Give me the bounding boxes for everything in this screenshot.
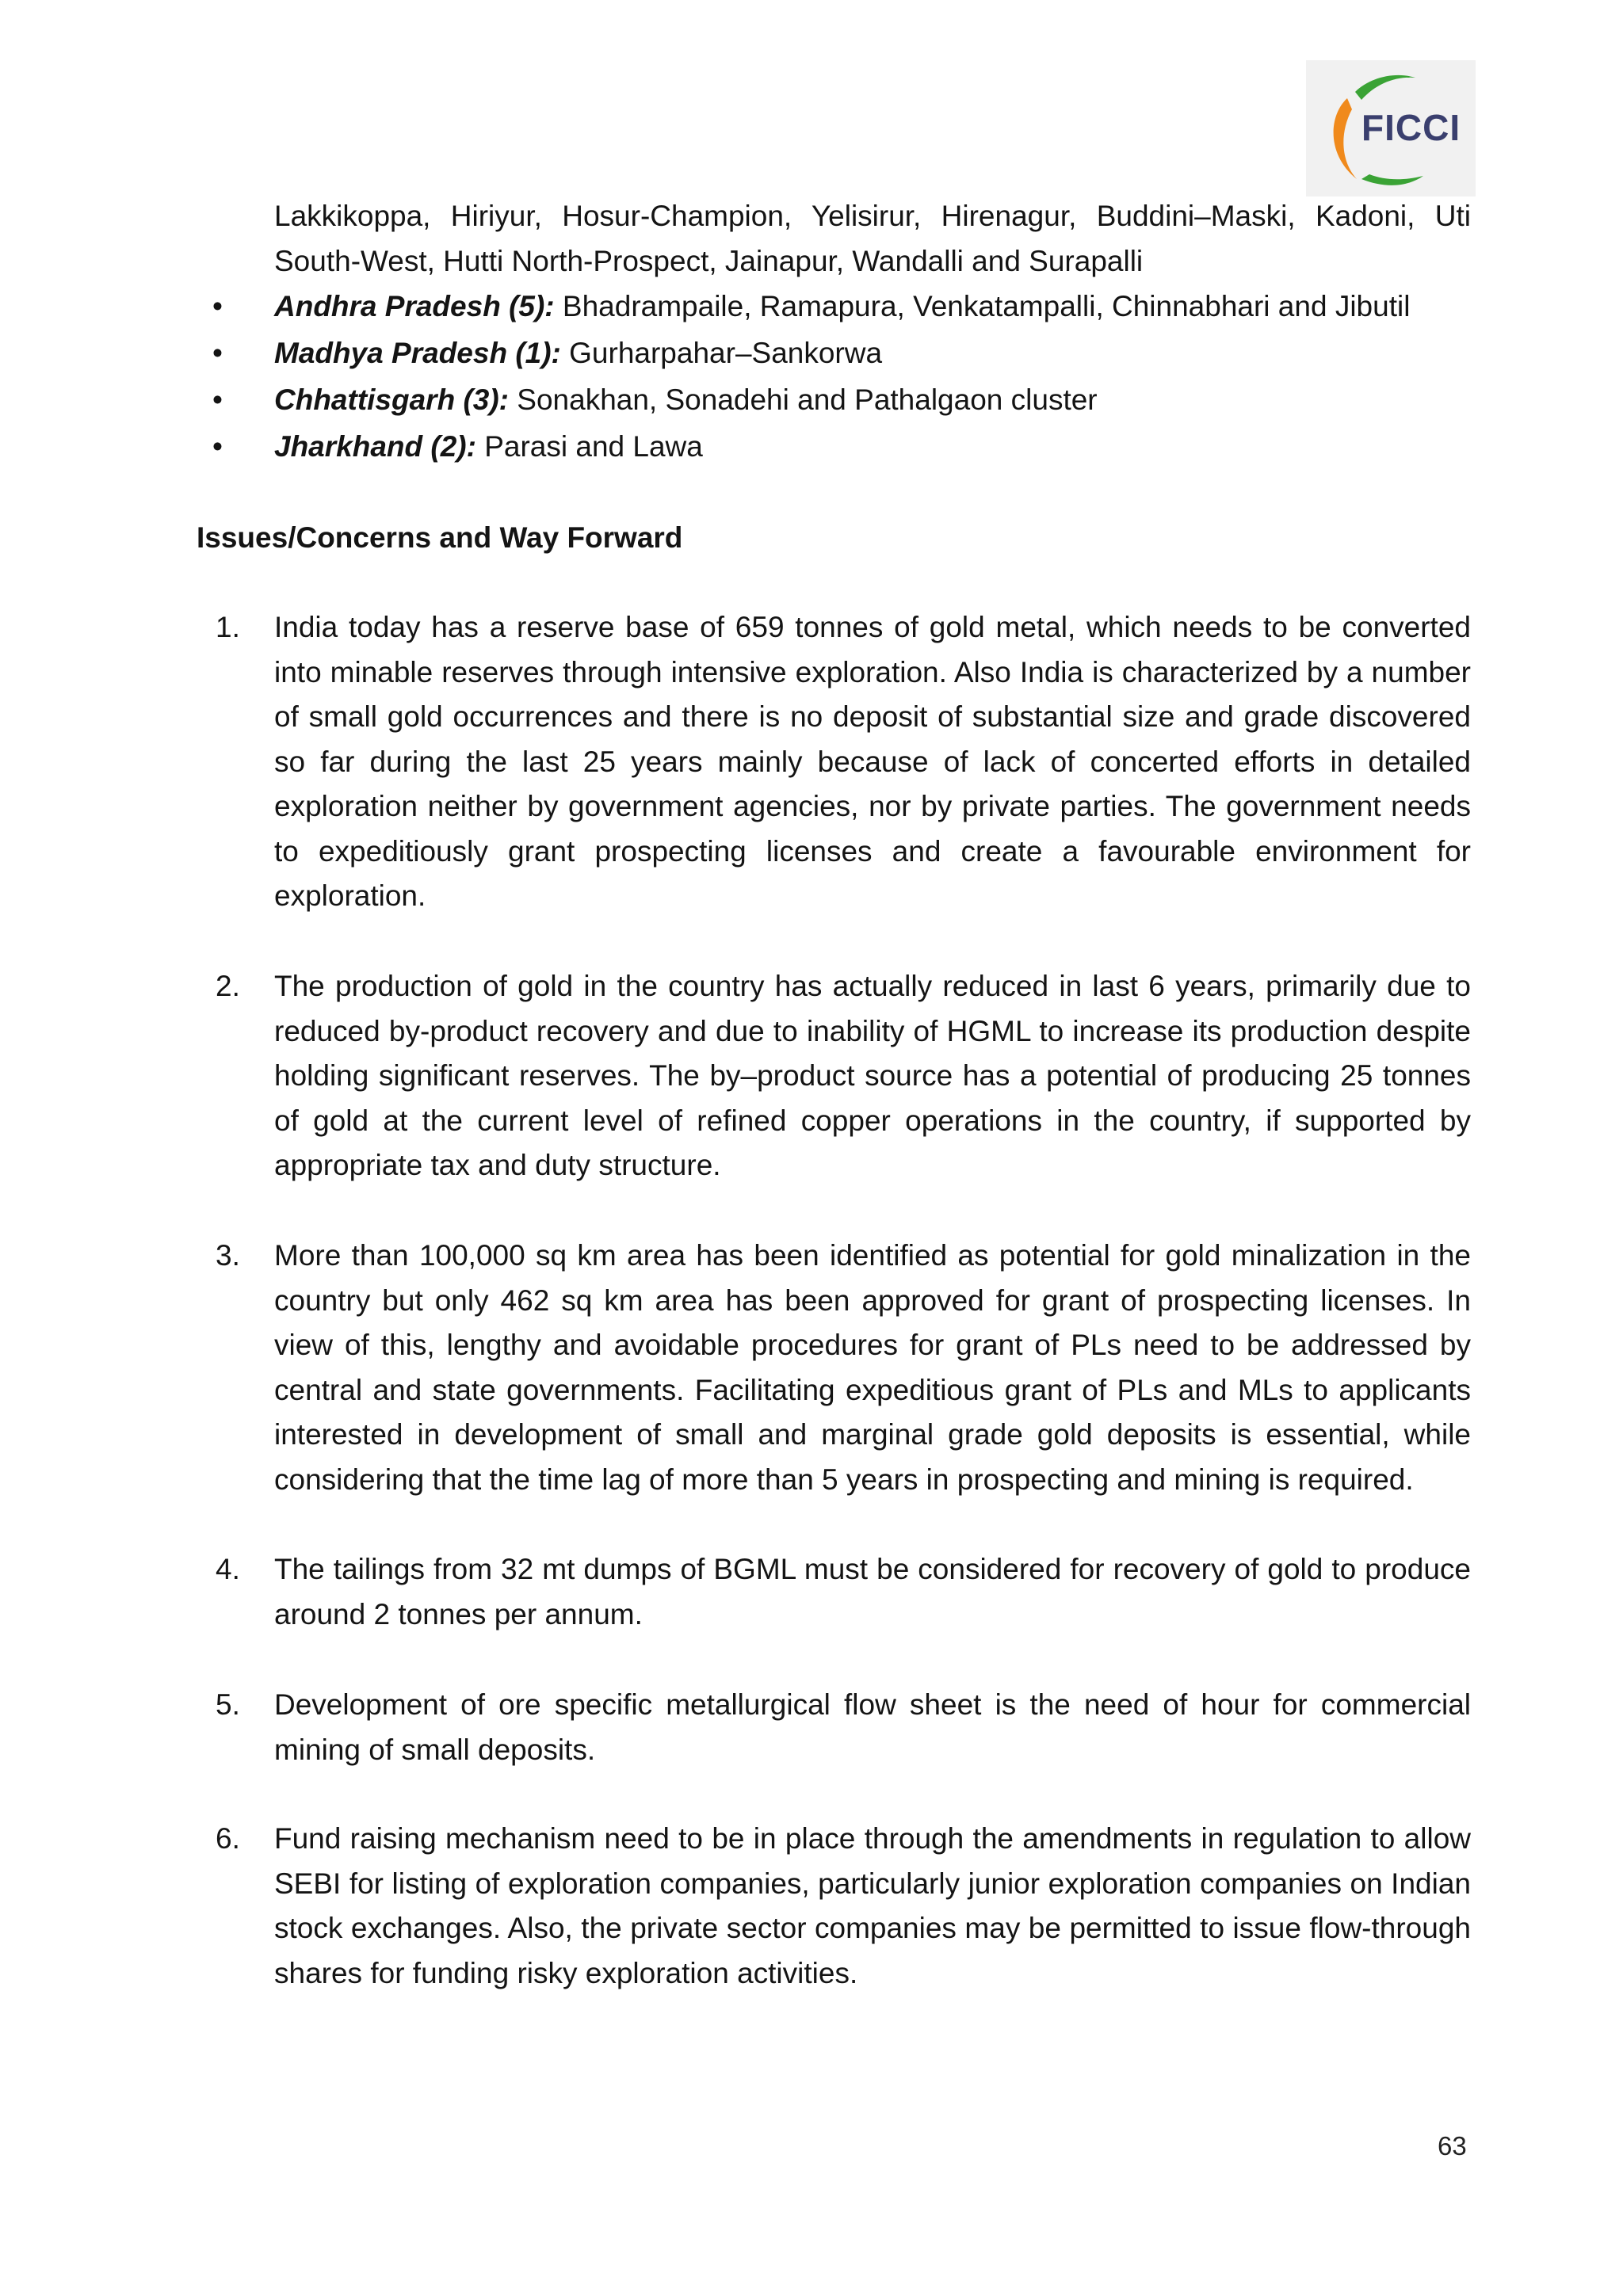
list-item	[212, 425, 1480, 469]
bullet-icon: •	[212, 383, 223, 416]
list-item	[212, 331, 1480, 376]
state-sites: Sonakhan, Sonadehi and Pathalgaon cluster	[509, 383, 1098, 416]
state-name: Madhya Pradesh (1):	[274, 337, 561, 369]
continuation-text	[274, 194, 1471, 284]
state-sites: Bhadrampaile, Ramapura, Venkatampalli, Chinnabhari and Jibutil	[554, 290, 1411, 322]
item-text: Fund raising mechanism need to be in place through the amendments in regulation to allow SEBI for listing of exploration companies, particularly junior exploration companies on Indian stock exchanges. Also, the private sector companies may be permitted to issue flow-through shares for funding risky exploration activities.	[274, 1822, 1471, 1989]
bullet-icon: •	[212, 430, 223, 463]
bullet-icon: •	[212, 290, 223, 322]
list-item	[212, 378, 1480, 422]
ficci-logo	[1306, 60, 1476, 196]
bullet-icon: •	[212, 337, 223, 369]
logo-wordmark: FICCI	[1361, 107, 1461, 148]
item-number: 2.	[216, 970, 240, 1002]
item-number: 4.	[216, 1553, 240, 1585]
state-name: Jharkhand (2):	[274, 430, 476, 463]
continuation-line-1: Lakkikoppa, Hiriyur, Hosur-Champion, Yelisirur, Hirenagur, Buddini–Maski, Kadoni, Uti	[274, 200, 1471, 232]
continuation-line-2: South-West, Hutti North-Prospect, Jainapur, Wandalli and Surapalli	[274, 244, 1144, 277]
item-text: The production of gold in the country has actually reduced in last 6 years, primarily due to reduced by-product recovery and due to inability of HGML to increase its production despite holding significant reserves. The by–product source has a potential of producing 25 tonnes of gold at the current level of refined copper operations in the country, if supported by appropriate tax and duty structure.	[274, 970, 1471, 1181]
state-name: Chhattisgarh (3):	[274, 383, 509, 416]
state-name: Andhra Pradesh (5):	[274, 290, 555, 322]
list-item	[212, 284, 1480, 329]
section-heading: Issues/Concerns and Way Forward	[197, 521, 683, 554]
item-text: More than 100,000 sq km area has been identified as potential for gold minalization in the country but only 462 sq km area has been approved for grant of prospecting licenses. In view of this, lengthy and avoidable procedures for grant of PLs need to be addressed by central and state governments. Facilitating expeditious grant of PLs and MLs to applicants interested in development of small and marginal grade gold deposits is essential, while considering that the time lag of more than 5 years in prospecting and mining is required.	[274, 1239, 1471, 1496]
item-number: 6.	[216, 1822, 240, 1855]
item-number: 1.	[216, 611, 240, 643]
item-number: 5.	[216, 1688, 240, 1721]
state-sites: Gurharpahar–Sankorwa	[560, 337, 883, 369]
item-text: India today has a reserve base of 659 tonnes of gold metal, which needs to be converted into minable reserves through intensive exploration. Also India is characterized by a number of small gold occurrences and there is no deposit of substantial size and grade discovered so far during the last 25 years mainly because of lack of concerted efforts in detailed exploration neither by government agencies, nor by private parties. The government needs to expeditiously grant prospecting licenses and create a favourable environment for exploration.	[274, 611, 1471, 912]
state-sites: Parasi and Lawa	[475, 430, 703, 463]
item-text: The tailings from 32 mt dumps of BGML must be considered for recovery of gold to produce around 2 tonnes per annum.	[274, 1553, 1471, 1630]
item-text: Development of ore specific metallurgical flow sheet is the need of hour for commercial mining of small deposits.	[274, 1688, 1471, 1766]
item-number: 3.	[216, 1239, 240, 1272]
page-number: 63	[1438, 2131, 1467, 2161]
